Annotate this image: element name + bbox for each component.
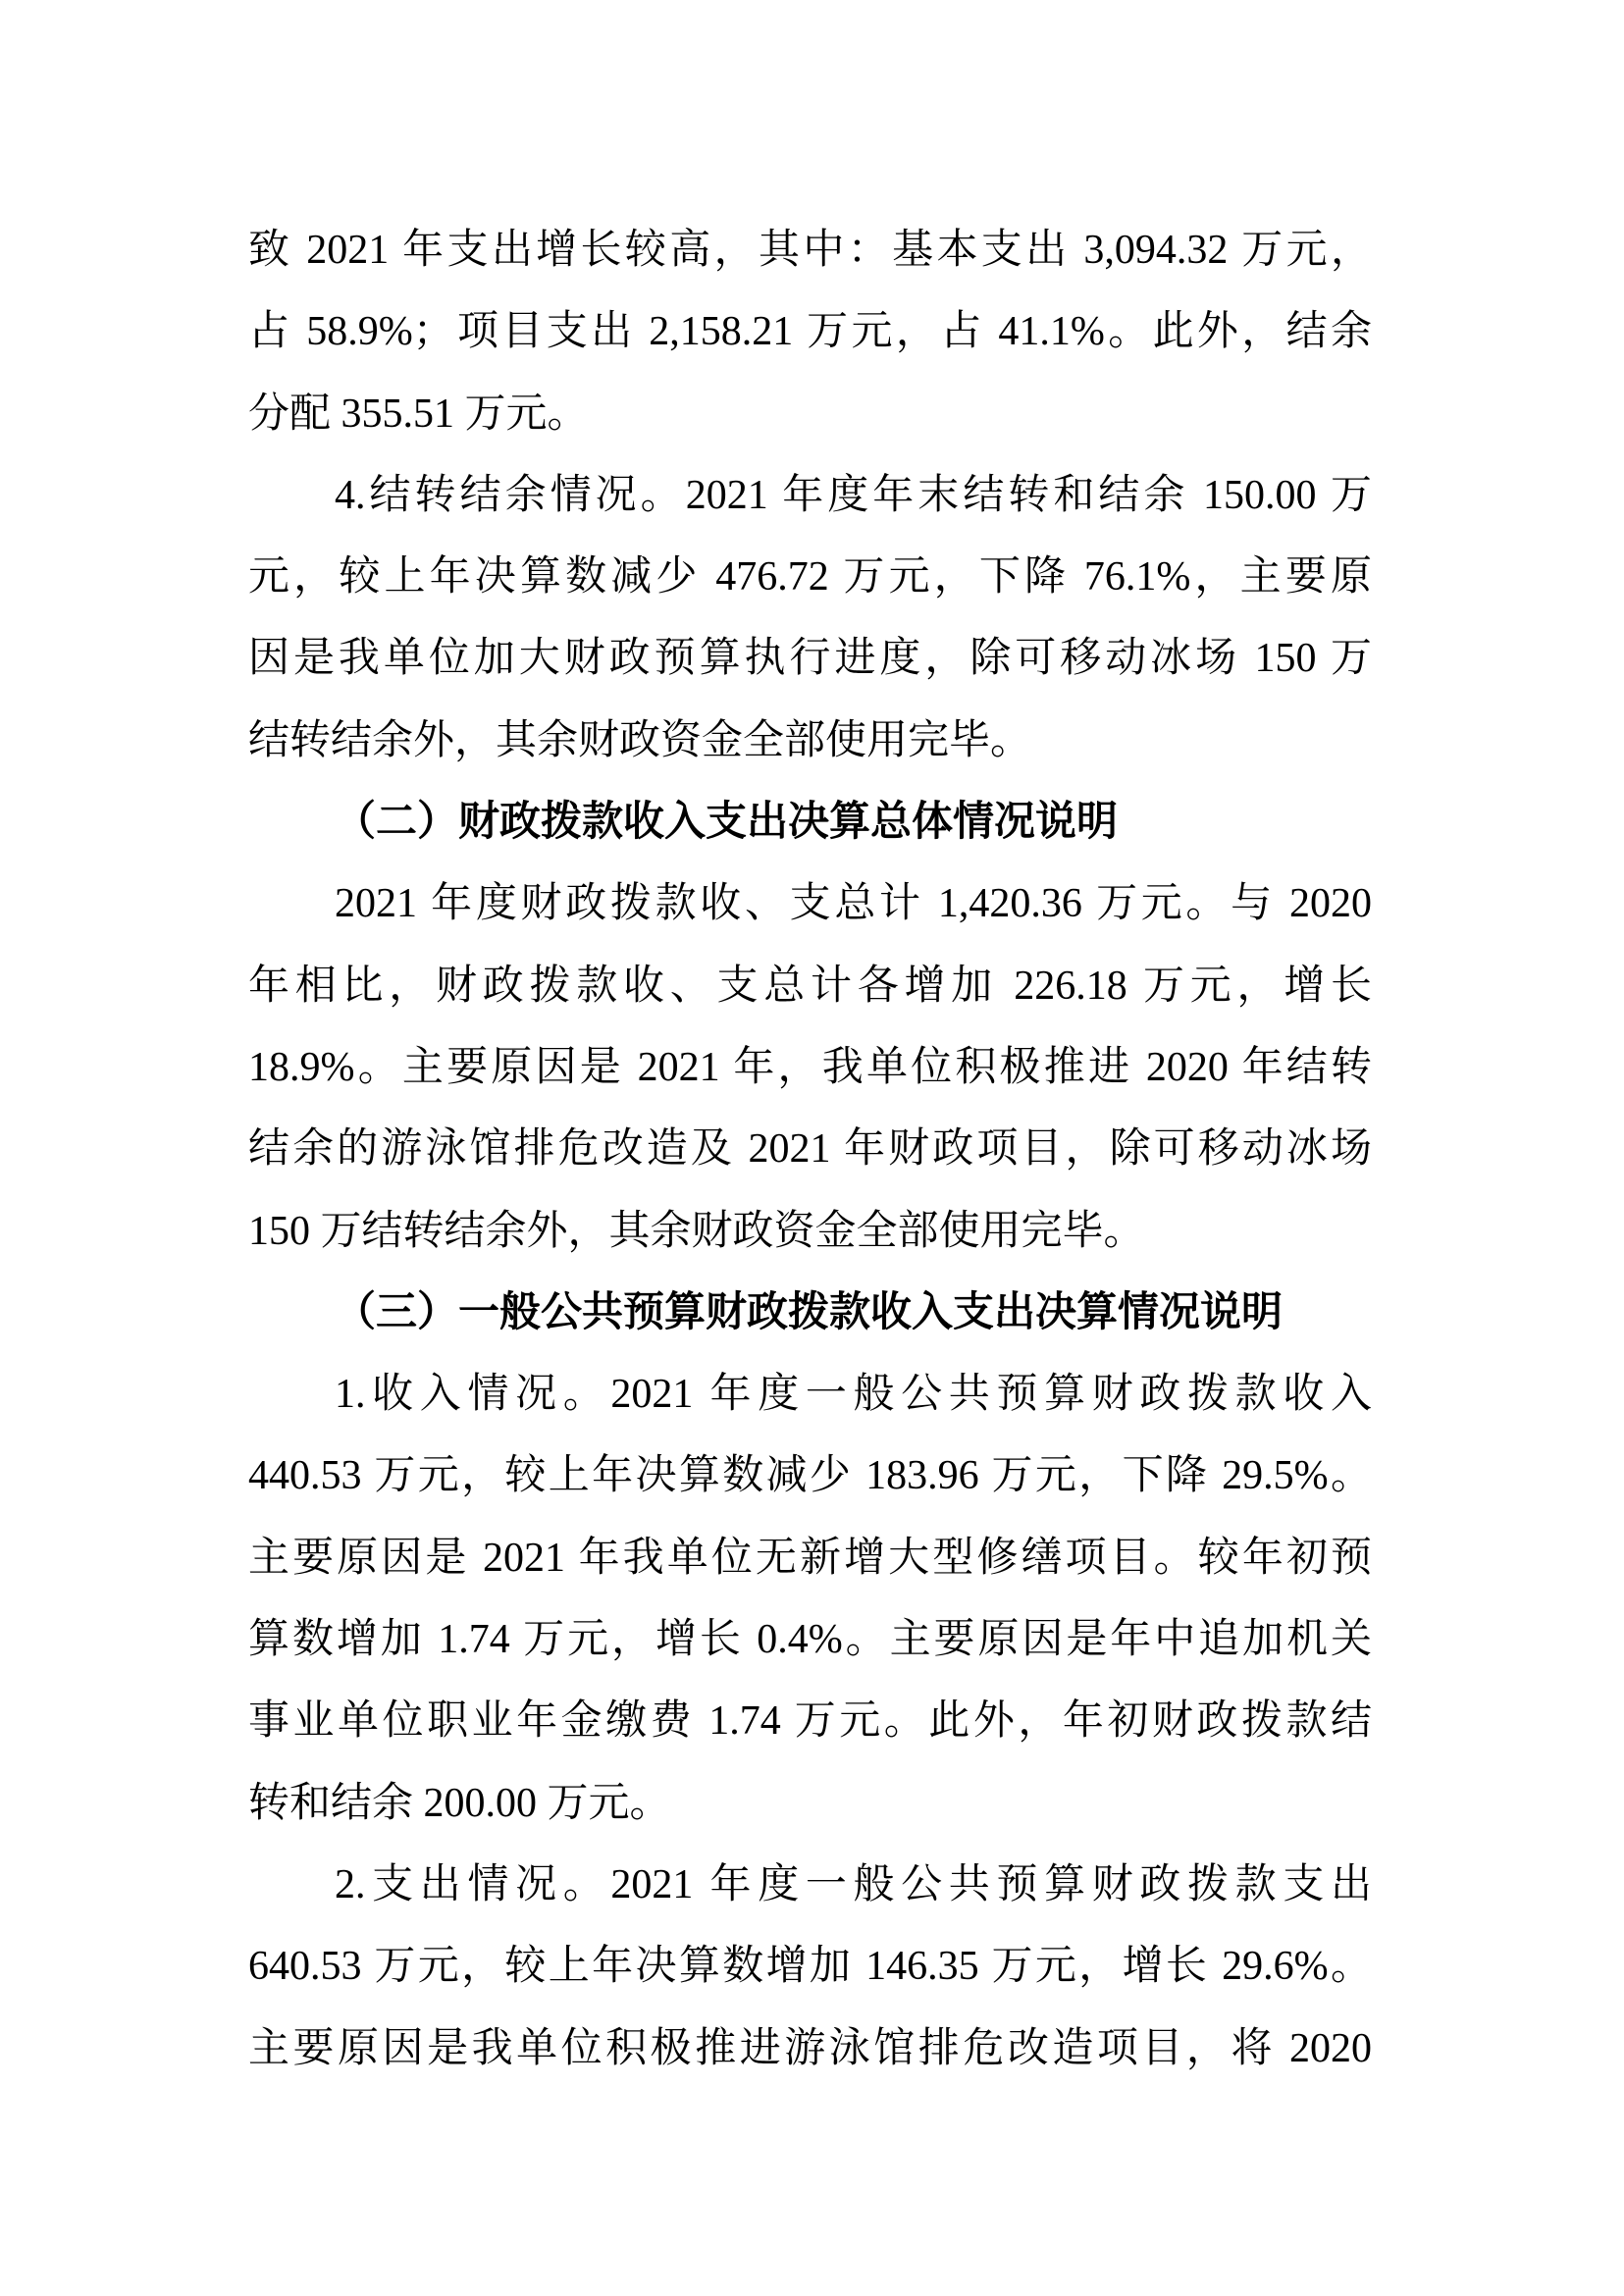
text-line: 元，较上年决算数减少 476.72 万元，下降 76.1%，主要原 [248, 554, 1372, 600]
text-line: 18.9%。主要原因是 2021 年，我单位积极推进 2020 年结转 [248, 1044, 1372, 1090]
paragraph-fiscal-appropriation-total [248, 863, 1372, 1272]
text-line: 算数增加 1.74 万元，增长 0.4%。主要原因是年中追加机关 [248, 1617, 1372, 1663]
text-line: 2.支出情况。2021 年度一般公共预算财政拨款支出 [335, 1861, 1372, 1907]
paragraph-general-budget-income [248, 1354, 1372, 1845]
text-line: 主要原因是我单位积极推进游泳馆排危改造项目，将 2020 [248, 2025, 1372, 2071]
text-line: 2021 年度财政拨款收、支总计 1,420.36 万元。与 2020 [335, 881, 1372, 927]
paragraph-expenditure-growth-continuation [248, 210, 1372, 455]
text-line: 致 2021 年支出增长较高，其中：基本支出 3,094.32 万元， [248, 228, 1372, 273]
text-line: 结转结余外，其余财政资金全部使用完毕。 [248, 717, 1032, 763]
text-line: 440.53 万元，较上年决算数减少 183.96 万元，下降 29.5%。 [248, 1453, 1372, 1499]
text-line: （二）财政拨款收入支出决算总体情况说明 [335, 800, 1119, 846]
text-line: （三）一般公共预算财政拨款收入支出决算情况说明 [335, 1289, 1283, 1335]
document-text [248, 210, 1372, 2090]
text-line: 事业单位职业年金缴费 1.74 万元。此外，年初财政拨款结 [248, 1698, 1372, 1745]
paragraph-carryover-balance [248, 455, 1372, 782]
text-line: 转和结余 200.00 万元。 [248, 1780, 671, 1826]
text-line: 1.收入情况。2021 年度一般公共预算财政拨款收入 [335, 1372, 1372, 1418]
heading-section-three [248, 1273, 1372, 1354]
text-line: 主要原因是 2021 年我单位无新增大型修缮项目。较年初预 [248, 1535, 1372, 1581]
text-line: 640.53 万元，较上年决算数增加 146.35 万元，增长 29.6%。 [248, 1944, 1372, 1990]
text-line: 占 58.9%；项目支出 2,158.21 万元，占 41.1%。此外，结余 [248, 309, 1372, 355]
text-line: 150 万结转结余外，其余财政资金全部使用完毕。 [248, 1208, 1145, 1254]
text-line: 分配 355.51 万元。 [248, 391, 589, 437]
paragraph-general-budget-expenditure [248, 1845, 1372, 2090]
text-line: 4.结转结余情况。2021 年度年末结转和结余 150.00 万 [335, 472, 1372, 518]
heading-section-two [248, 782, 1372, 863]
text-line: 结余的游泳馆排危改造及 2021 年财政项目，除可移动冰场 [248, 1126, 1372, 1173]
text-line: 年相比，财政拨款收、支总计各增加 226.18 万元，增长 [248, 963, 1372, 1009]
text-line: 因是我单位加大财政预算执行进度，除可移动冰场 150 万 [248, 636, 1372, 682]
